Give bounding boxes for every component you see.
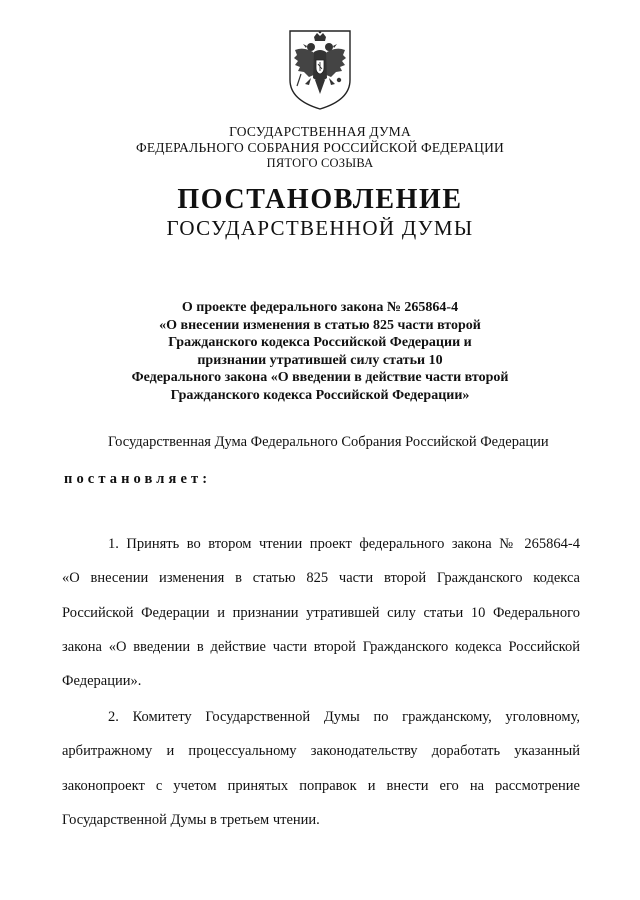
document-subtitle: ГОСУДАРСТВЕННОЙ ДУМЫ: [166, 216, 474, 240]
header-line-2: ФЕДЕРАЛЬНОГО СОБРАНИЯ РОССИЙСКОЙ ФЕДЕРАЦИИ: [136, 140, 504, 155]
subject-line: признании утратившей силу статьи 10: [197, 352, 443, 368]
subject-line: Гражданского кодекса Российской Федерации»: [170, 387, 470, 403]
paragraph-1: [62, 527, 580, 698]
intro-text: Государственная Дума Федерального Собрания Российской Федерации: [108, 434, 549, 450]
russian-coat-of-arms-icon: [287, 28, 353, 112]
paragraph-2: [62, 700, 580, 837]
subject-line: Гражданского кодекса Российской Федерации и: [168, 335, 472, 351]
header-line-1: ГОСУДАРСТВЕННАЯ ДУМА: [229, 124, 411, 139]
subject-line: О проекте федерального закона № 265864-4: [181, 300, 459, 315]
paragraph-line: Российской Федерации и признании утратившей силу статьи 10 Федерального: [62, 604, 580, 621]
subject-line: Федерального закона «О введении в действие части второй: [131, 370, 509, 386]
paragraph-line: закона «О введении в действие части второй Гражданского кодекса Российской: [62, 638, 580, 655]
paragraph-line: 1. Принять во втором чтении проект федерального закона № 265864-4: [108, 536, 580, 552]
resolution-subject: [100, 299, 540, 405]
paragraph-line: законопроект с учетом принятых поправок и внести его на рассмотрение: [62, 777, 580, 794]
subject-line: «О внесении изменения в статью 825 части второй: [159, 317, 481, 333]
paragraph-line: Федерации».: [62, 673, 142, 690]
paragraph-line: Государственной Думы в третьем чтении.: [62, 811, 320, 828]
header-line-3: ПЯТОГО СОЗЫВА: [266, 156, 374, 170]
paragraph-line: «О внесении изменения в статью 825 части второй Гражданского кодекса: [62, 570, 580, 587]
resolves-keyword: постановляет:: [64, 471, 212, 487]
paragraph-line: арбитражному и процессуальному законодательству доработать указанный: [62, 743, 580, 760]
paragraph-line: 2. Комитету Государственной Думы по гражданскому, уголовному,: [108, 709, 580, 725]
document-title: ПОСТАНОВЛЕНИЕ: [177, 184, 463, 215]
